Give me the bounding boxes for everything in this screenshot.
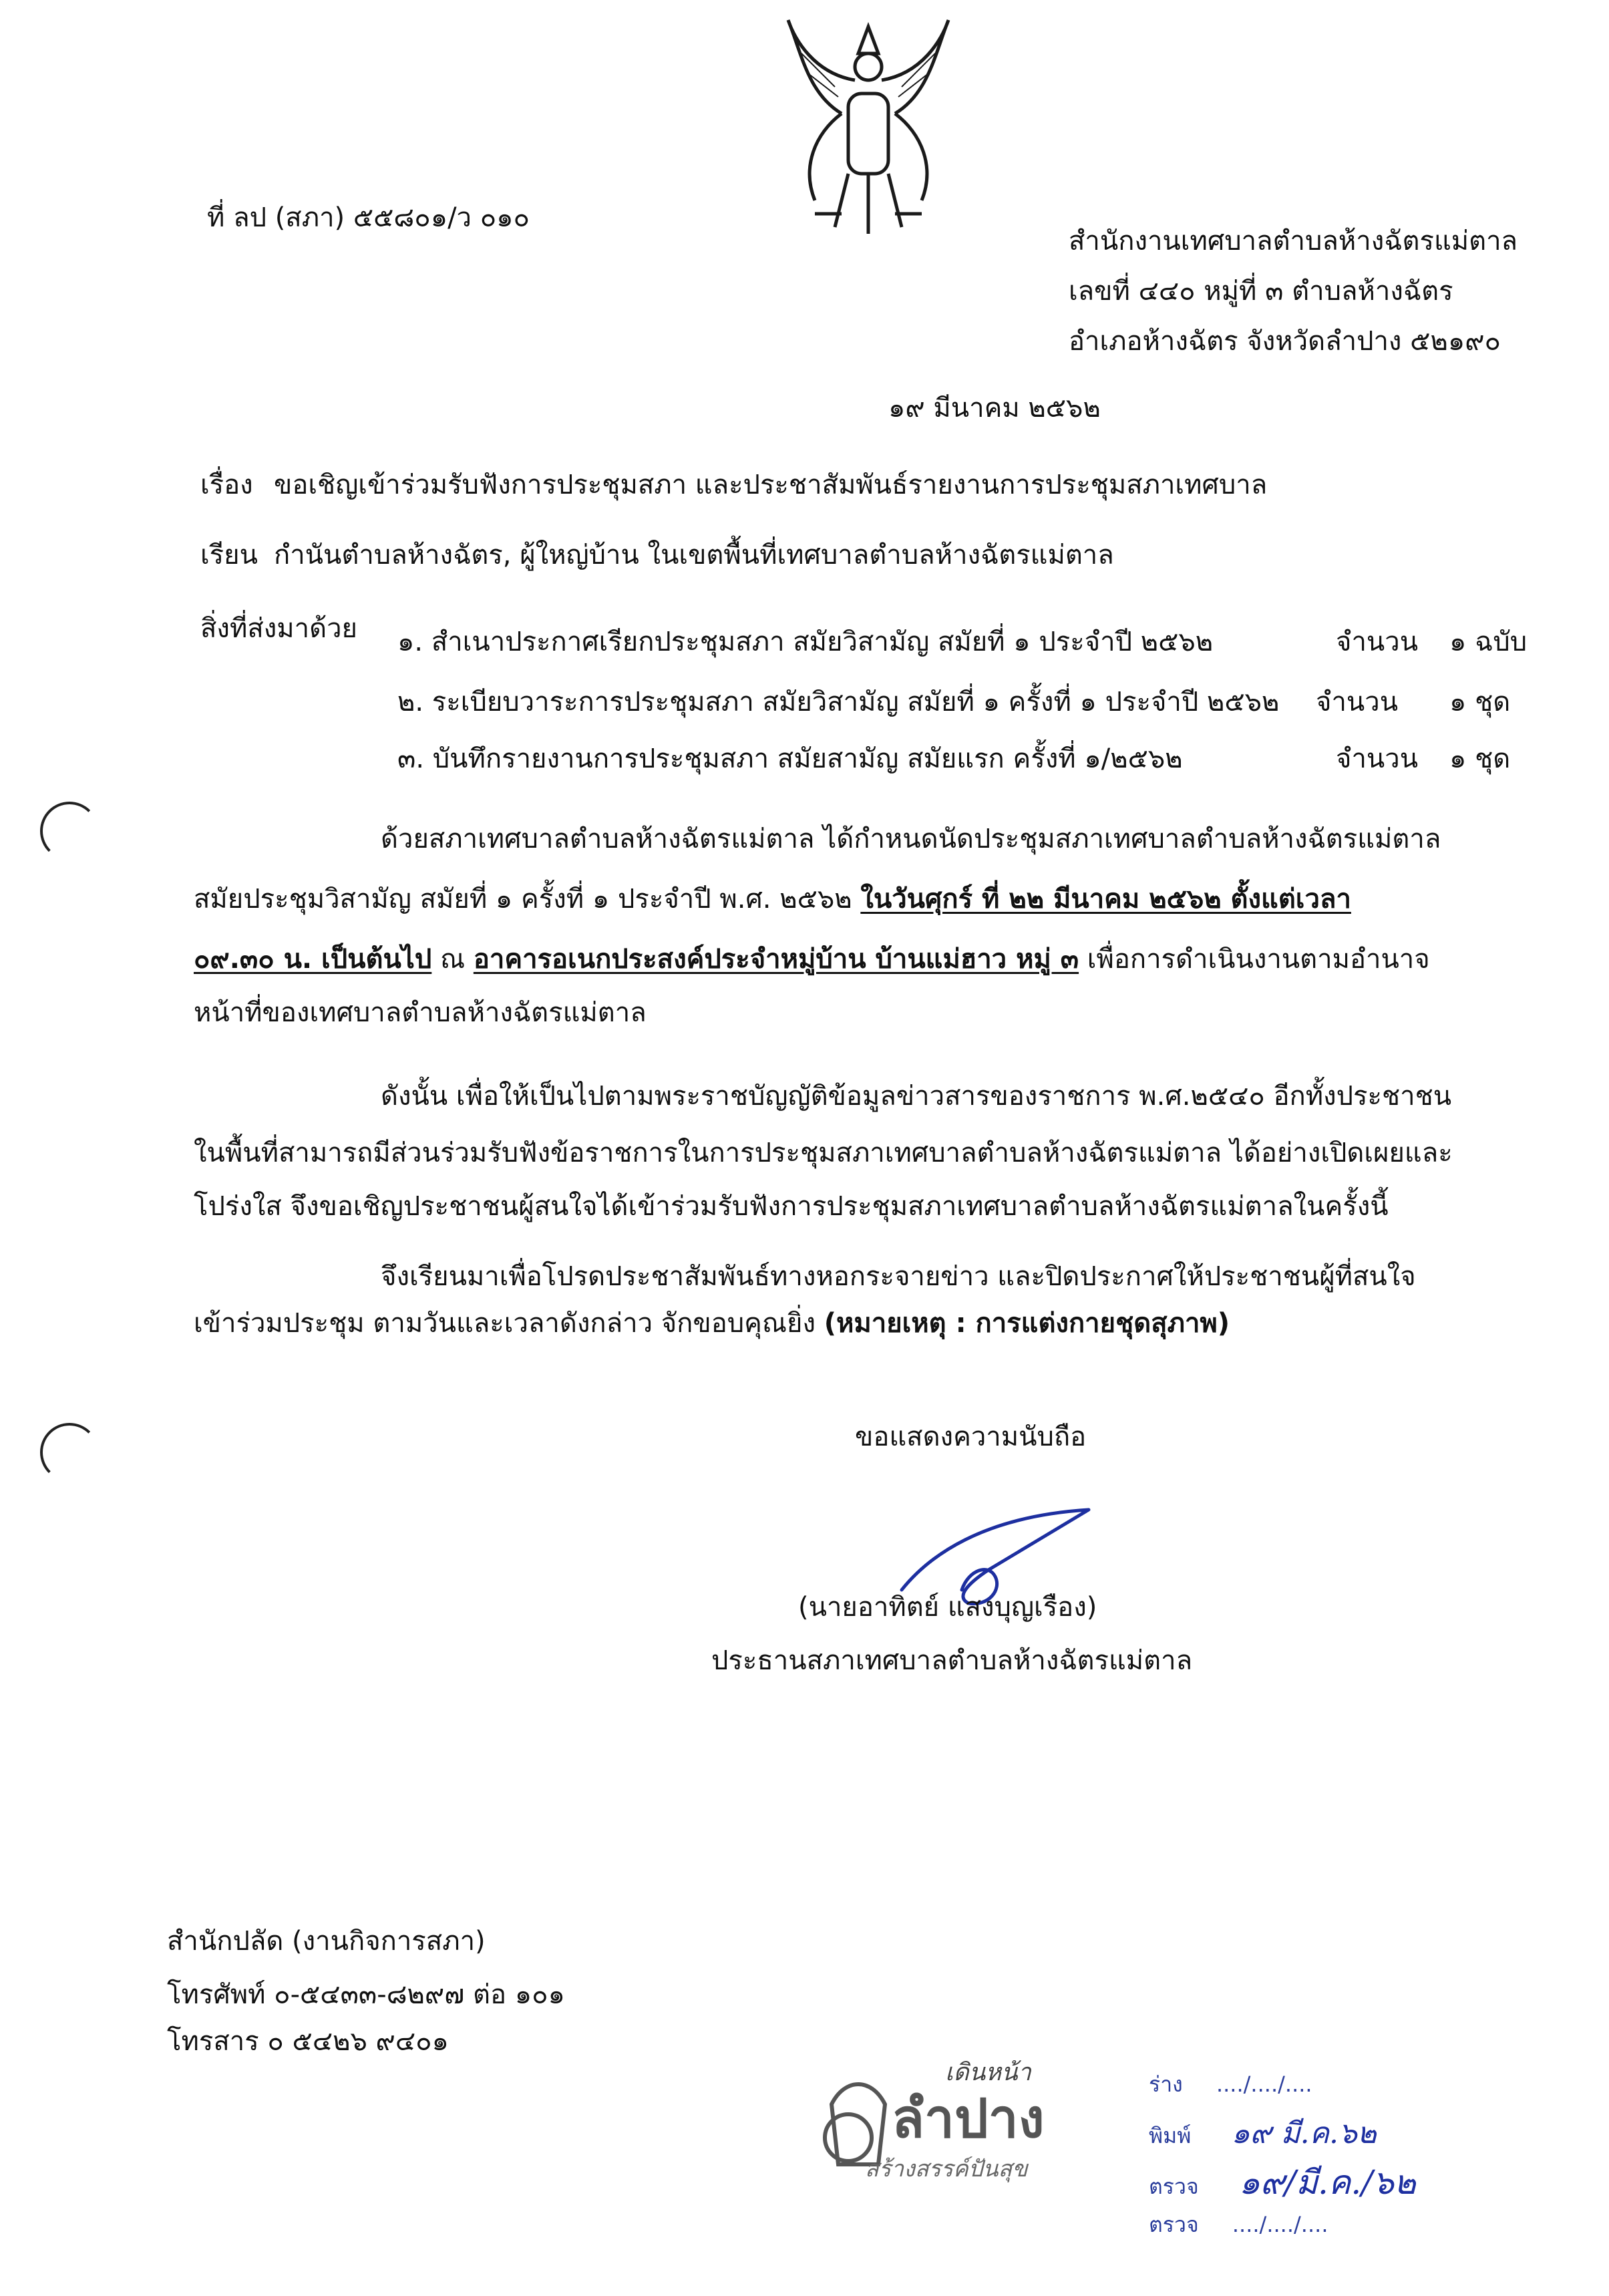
- para1-line-2-plain: สมัยประชุมวิสามัญ สมัยที่ ๑ ครั้งที่ ๑ ประจำปี พ.ศ. ๒๕๖๒: [194, 884, 861, 915]
- enclosure-qty-3: ๑ ชุด: [1449, 744, 1511, 774]
- enclosure-qty-2: ๑ ชุด: [1449, 687, 1511, 717]
- punch-hole-top: [40, 802, 99, 860]
- office-phone: โทรศัพท์ ๐-๕๔๓๓-๘๒๙๗ ต่อ ๑๐๑: [167, 1979, 565, 2010]
- recipient-label: เรียน: [200, 540, 258, 570]
- routing-stamp-label-checked-2: ตรวจ: [1149, 2212, 1199, 2237]
- garuda-emblem: [775, 13, 962, 254]
- para1-meeting-venue: อาคารอเนกประสงค์ประจำหมู่บ้าน บ้านแม่ฮาว หมู่ ๓: [473, 944, 1079, 975]
- signer-title: ประธานสภาเทศบาลตำบลห้างฉัตรแม่ตาล: [711, 1645, 1193, 1676]
- para3-line-1: จึงเรียนมาเพื่อโปรดประชาสัมพันธ์ทางหอกระจายข่าว และปิดประกาศให้ประชาชนผู้ที่สนใจ: [381, 1261, 1416, 1292]
- para1-line-4: หน้าที่ของเทศบาลตำบลห้างฉัตรแม่ตาล: [194, 997, 647, 1028]
- enclosure-item-2: ๒. ระเบียบวาระการประชุมสภา สมัยวิสามัญ สมัยที่ ๑ ครั้งที่ ๑ ประจำปี ๒๕๖๒: [397, 687, 1280, 717]
- signer-name: (นายอาทิตย์ แสงบุญเรือง): [798, 1592, 1097, 1623]
- lampang-logo-bottom: สร้างสรรค์ปันสุข: [865, 2156, 1028, 2182]
- reference-number: ที่ ลป (สภา) ๕๕๘๐๑/ว ๐๑๐: [207, 202, 530, 233]
- routing-stamp-value-checked-2: ..../..../....: [1232, 2212, 1328, 2237]
- punch-hole-bottom: [40, 1423, 99, 1482]
- enclosure-qty-label-1: จำนวน: [1336, 627, 1419, 657]
- subject-label: เรื่อง: [200, 470, 253, 500]
- enclosure-qty-1: ๑ ฉบับ: [1449, 627, 1528, 657]
- routing-stamp-label-checked: ตรวจ: [1149, 2174, 1199, 2199]
- sender-address-line-3: อำเภอห้างฉัตร จังหวัดลำปาง ๕๒๑๙๐: [1069, 326, 1501, 357]
- para2-line-1: ดังนั้น เพื่อให้เป็นไปตามพระราชบัญญัติข้อมูลข่าวสารของราชการ พ.ศ.๒๕๔๐ อีกทั้งประชาชน: [381, 1081, 1452, 1112]
- para3-line-2-plain: เข้าร่วมประชุม ตามวันและเวลาดังกล่าว จักขอบคุณยิ่ง: [194, 1308, 824, 1339]
- letter-date: ๑๙ มีนาคม ๒๕๖๒: [888, 393, 1101, 424]
- routing-stamp-value-typed: ๑๙ มี.ค.๖๒: [1231, 2116, 1377, 2150]
- para2-line-3: โปร่งใส จึงขอเชิญประชาชนผู้สนใจได้เข้าร่วมรับฟังการประชุมสภาเทศบาลตำบลห้างฉัตรแม่ตาลในครั้งนี้: [194, 1191, 1389, 1222]
- enclosure-label: สิ่งที่ส่งมาด้วย: [200, 613, 357, 644]
- para1-line-1: ด้วยสภาเทศบาลตำบลห้างฉัตรแม่ตาล ได้กำหนดนัดประชุมสภาเทศบาลตำบลห้างฉัตรแม่ตาล: [381, 824, 1441, 854]
- enclosure-item-1: ๑. สำเนาประกาศเรียกประชุมสภา สมัยวิสามัญ สมัยที่ ๑ ประจำปี ๒๕๖๒: [397, 627, 1214, 657]
- para1-line-3: [194, 942, 1430, 977]
- lampang-logo-main: ลำปาง: [892, 2088, 1045, 2150]
- recipient-text: กำนันตำบลห้างฉัตร, ผู้ใหญ่บ้าน ในเขตพื้นที่เทศบาลตำบลห้างฉัตรแม่ตาล: [274, 540, 1114, 570]
- routing-stamp-value-draft: ..../..../....: [1216, 2072, 1312, 2097]
- routing-stamp-label-typed: พิมพ์: [1149, 2123, 1192, 2148]
- routing-stamp-row-3: [1149, 2161, 1416, 2204]
- lampang-logo: [818, 2058, 1059, 2191]
- enclosure-qty-label-3: จำนวน: [1336, 744, 1419, 774]
- para1-line-2: [194, 882, 1351, 917]
- enclosure-qty-label-2: จำนวน: [1316, 687, 1399, 717]
- routing-stamp-label-draft: ร่าง: [1149, 2072, 1183, 2097]
- subject-text: ขอเชิญเข้าร่วมรับฟังการประชุมสภา และประชาสัมพันธ์รายงานการประชุมสภาเทศบาล: [274, 470, 1268, 500]
- para1-meeting-date: ในวันศุกร์ ที่ ๒๒ มีนาคม ๒๕๖๒ ตั้งแต่เวลา: [860, 884, 1351, 915]
- sender-address-line-1: สำนักงานเทศบาลตำบลห้างฉัตรแม่ตาล: [1069, 226, 1518, 257]
- para1-line-3-plain-1: ณ: [431, 944, 474, 975]
- para3-line-2: [194, 1306, 1230, 1341]
- para2-line-2: ในพื้นที่สามารถมีส่วนร่วมรับฟังข้อราชการในการประชุมสภาเทศบาลตำบลห้างฉัตรแม่ตาล ได้อย่างเปิดเผยและ: [194, 1138, 1453, 1168]
- para1-line-3-plain-2: เพื่อการดำเนินงานตามอำนาจ: [1079, 944, 1430, 975]
- sender-address-line-2: เลขที่ ๔๔๐ หมู่ที่ ๓ ตำบลห้างฉัตร: [1069, 276, 1453, 307]
- para1-meeting-time: ๐๙.๓๐ น. เป็นต้นไป: [194, 944, 432, 975]
- routing-stamp-row-1: [1149, 2071, 1312, 2099]
- lampang-logo-top: เดินหน้า: [945, 2059, 1031, 2086]
- routing-stamp-row-2: [1149, 2114, 1377, 2152]
- office-name: สำนักปลัด (งานกิจการสภา): [167, 1926, 486, 1957]
- para3-dress-note: (หมายเหตุ : การแต่งกายชุดสุภาพ): [824, 1308, 1230, 1339]
- office-fax: โทรสาร ๐ ๕๔๒๖ ๙๔๐๑: [167, 2026, 449, 2057]
- routing-stamp: [1109, 2071, 1523, 2271]
- enclosure-item-3: ๓. บันทึกรายงานการประชุมสภา สมัยสามัญ สมัยแรก ครั้งที่ ๑/๒๕๖๒: [397, 744, 1183, 774]
- closing-salutation: ขอแสดงความนับถือ: [855, 1422, 1087, 1452]
- routing-stamp-row-4: [1149, 2211, 1328, 2239]
- routing-stamp-value-checked: ๑๙/มี.ค./๖๒: [1238, 2163, 1416, 2202]
